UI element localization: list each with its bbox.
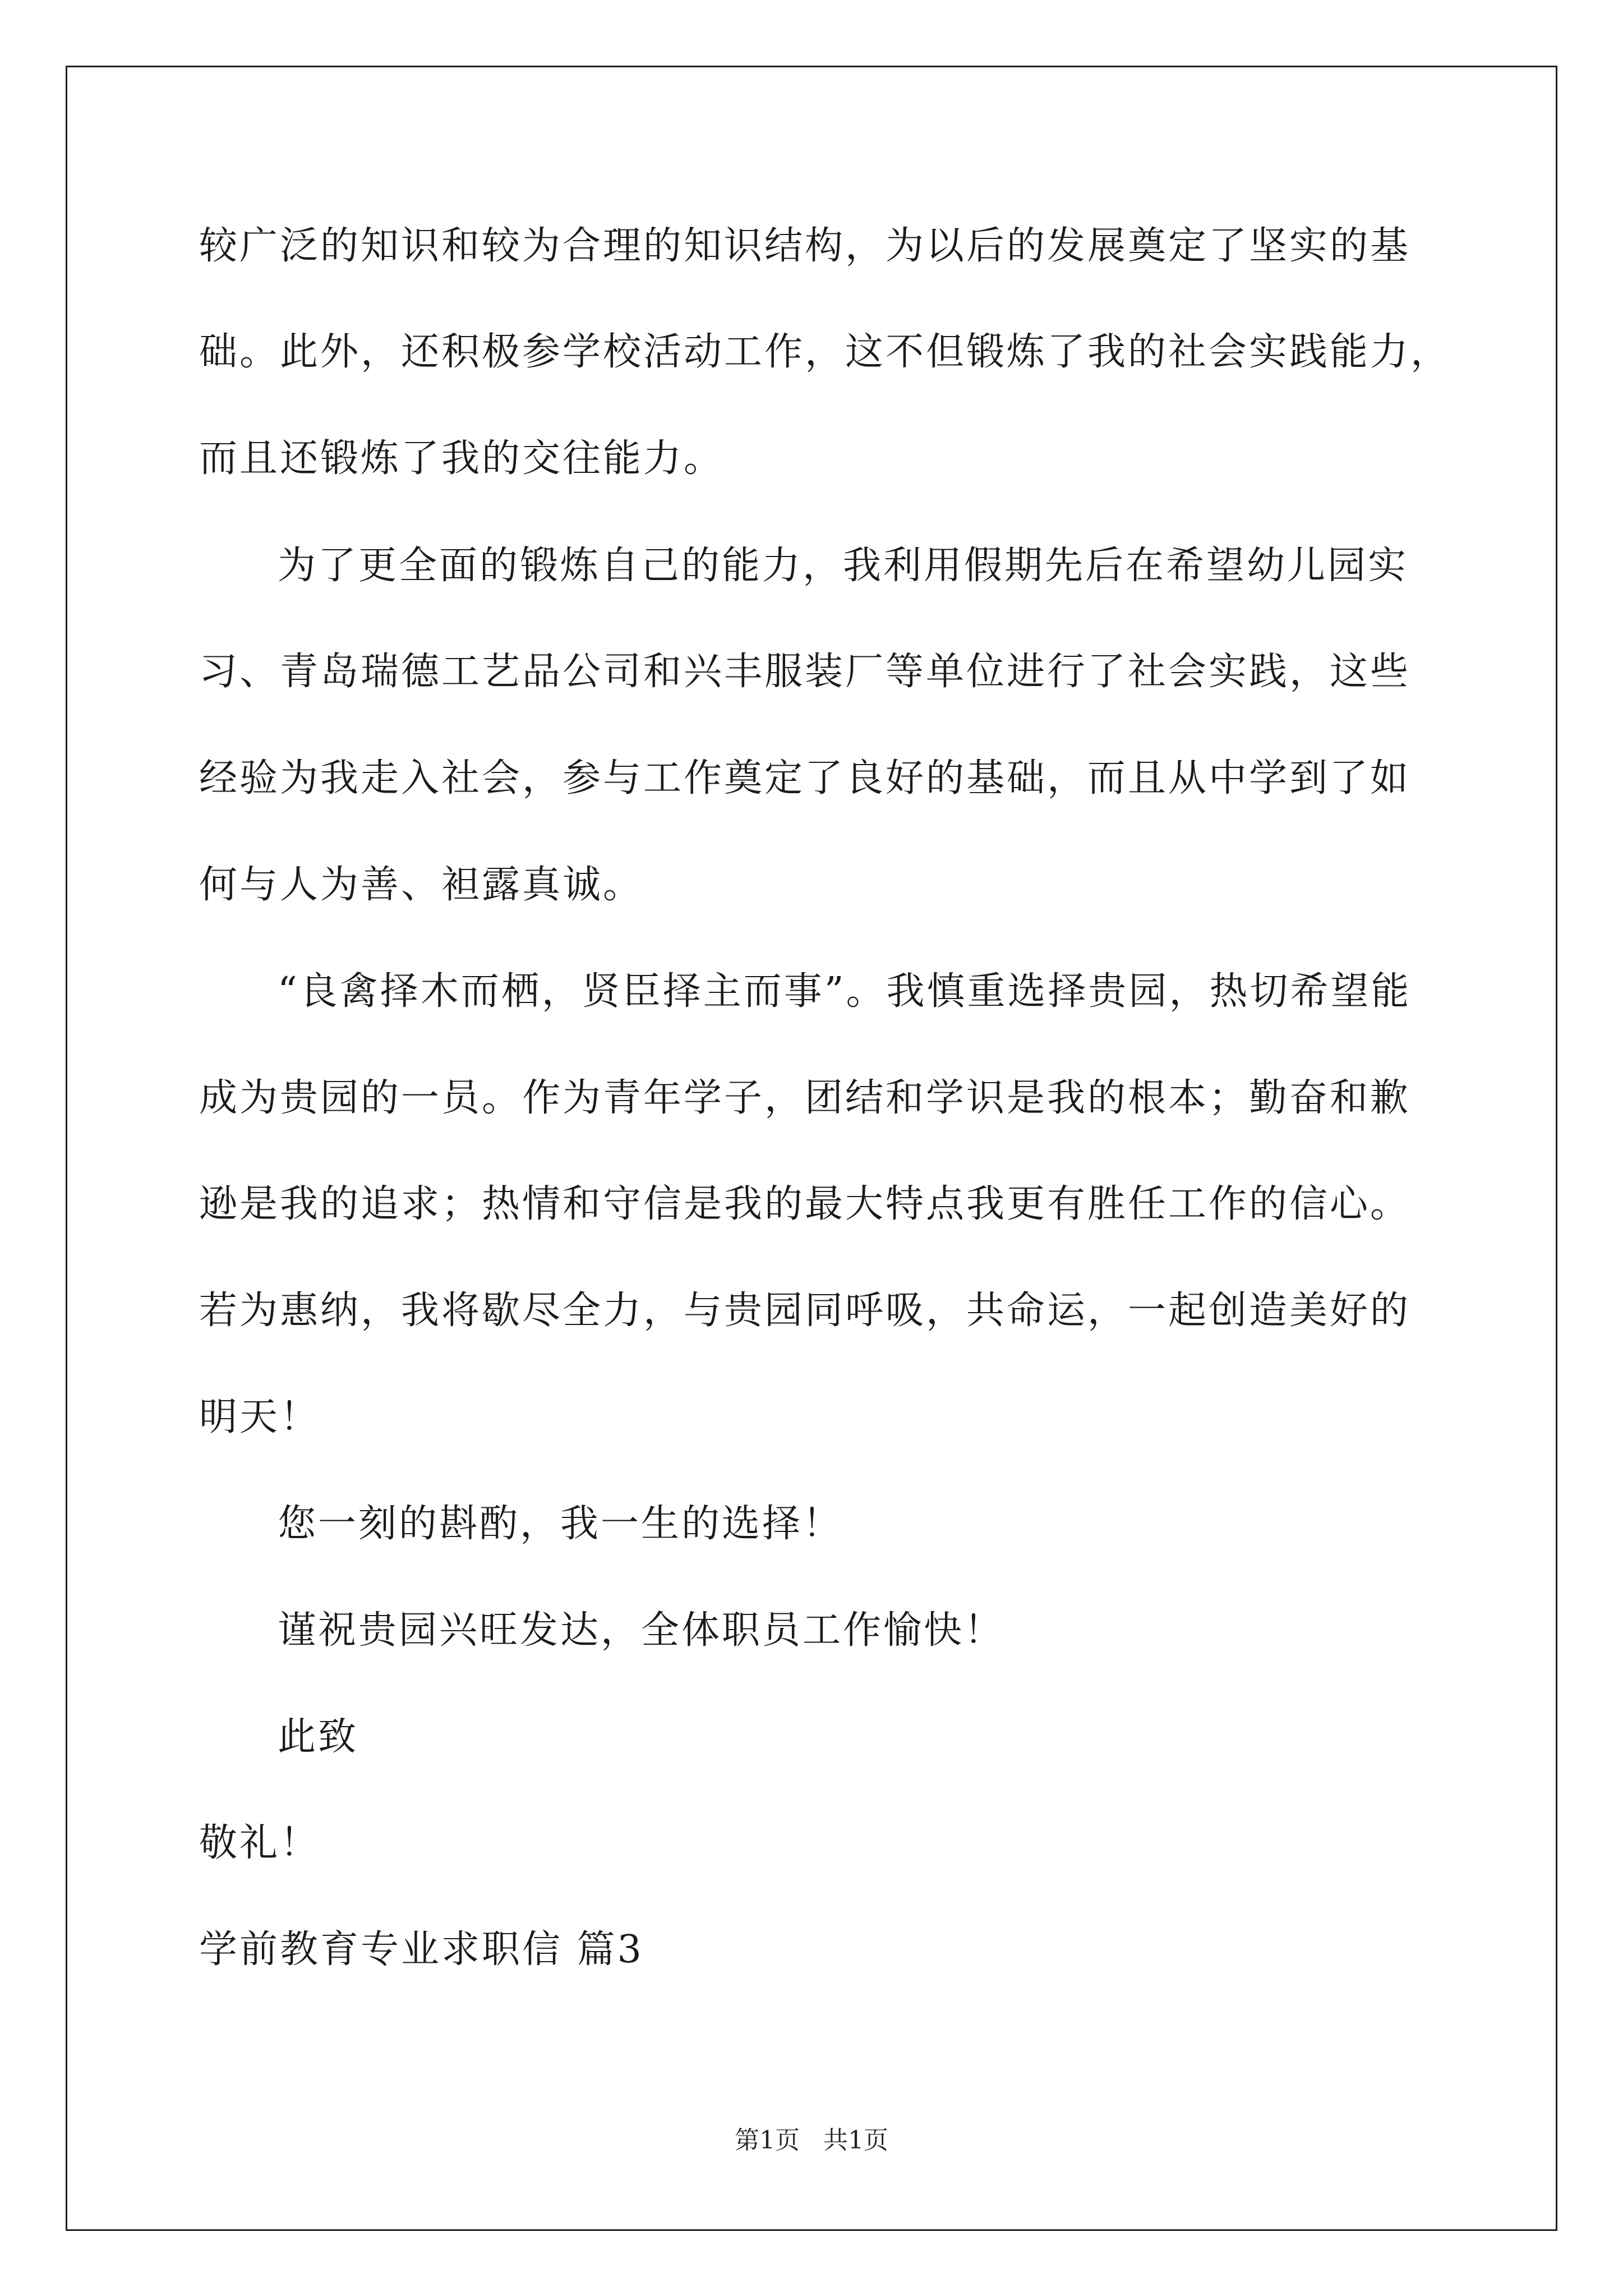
text-line: 而且还锻炼了我的交往能力。 [199, 436, 725, 481]
page-footer [0, 2127, 1623, 2154]
text-line: 若为惠纳，我将歇尽全力，与贵园同呼吸，共命运，一起创造美好的 [199, 1289, 1411, 1333]
page-number: 第1页 [735, 2126, 800, 2155]
closing-line: 此致 [278, 1715, 359, 1759]
text-line: 较广泛的知识和较为合理的知识结构，为以后的发展奠定了坚实的基 [199, 224, 1411, 268]
text-line: 逊是我的追求；热情和守信是我的最大特点我更有胜任工作的信心。 [199, 1182, 1411, 1226]
page-border [66, 66, 1557, 2231]
text-line: 经验为我走入社会，参与工作奠定了良好的基础，而且从中学到了如 [199, 756, 1411, 800]
text-line: 谨祝贵园兴旺发达，全体职员工作愉快！ [278, 1608, 1005, 1653]
text-line: 明天！ [199, 1395, 321, 1439]
text-line: 您一刻的斟酌，我一生的选择！ [278, 1502, 843, 1546]
text-line: 础。此外，还积极参学校活动工作，这不但锻炼了我的社会实践能力， [199, 330, 1451, 374]
text-line: 习、青岛瑞德工艺品公司和兴丰服装厂等单位进行了社会实践，这些 [199, 650, 1411, 694]
salutation-line: 敬礼！ [199, 1821, 321, 1865]
section-heading: 学前教育专业求职信 篇3 [199, 1927, 644, 1972]
text-line: 何与人为善、袒露真诚。 [199, 863, 644, 907]
page-total: 共1页 [823, 2126, 888, 2155]
text-line: “良禽择木而栖，贤臣择主而事”。我慎重选择贵园，热切希望能 [278, 969, 1412, 1014]
text-line: 为了更全面的锻炼自己的能力，我利用假期先后在希望幼儿园实 [278, 544, 1409, 588]
text-line: 成为贵园的一员。作为青年学子，团结和学识是我的根本；勤奋和歉 [199, 1076, 1411, 1120]
